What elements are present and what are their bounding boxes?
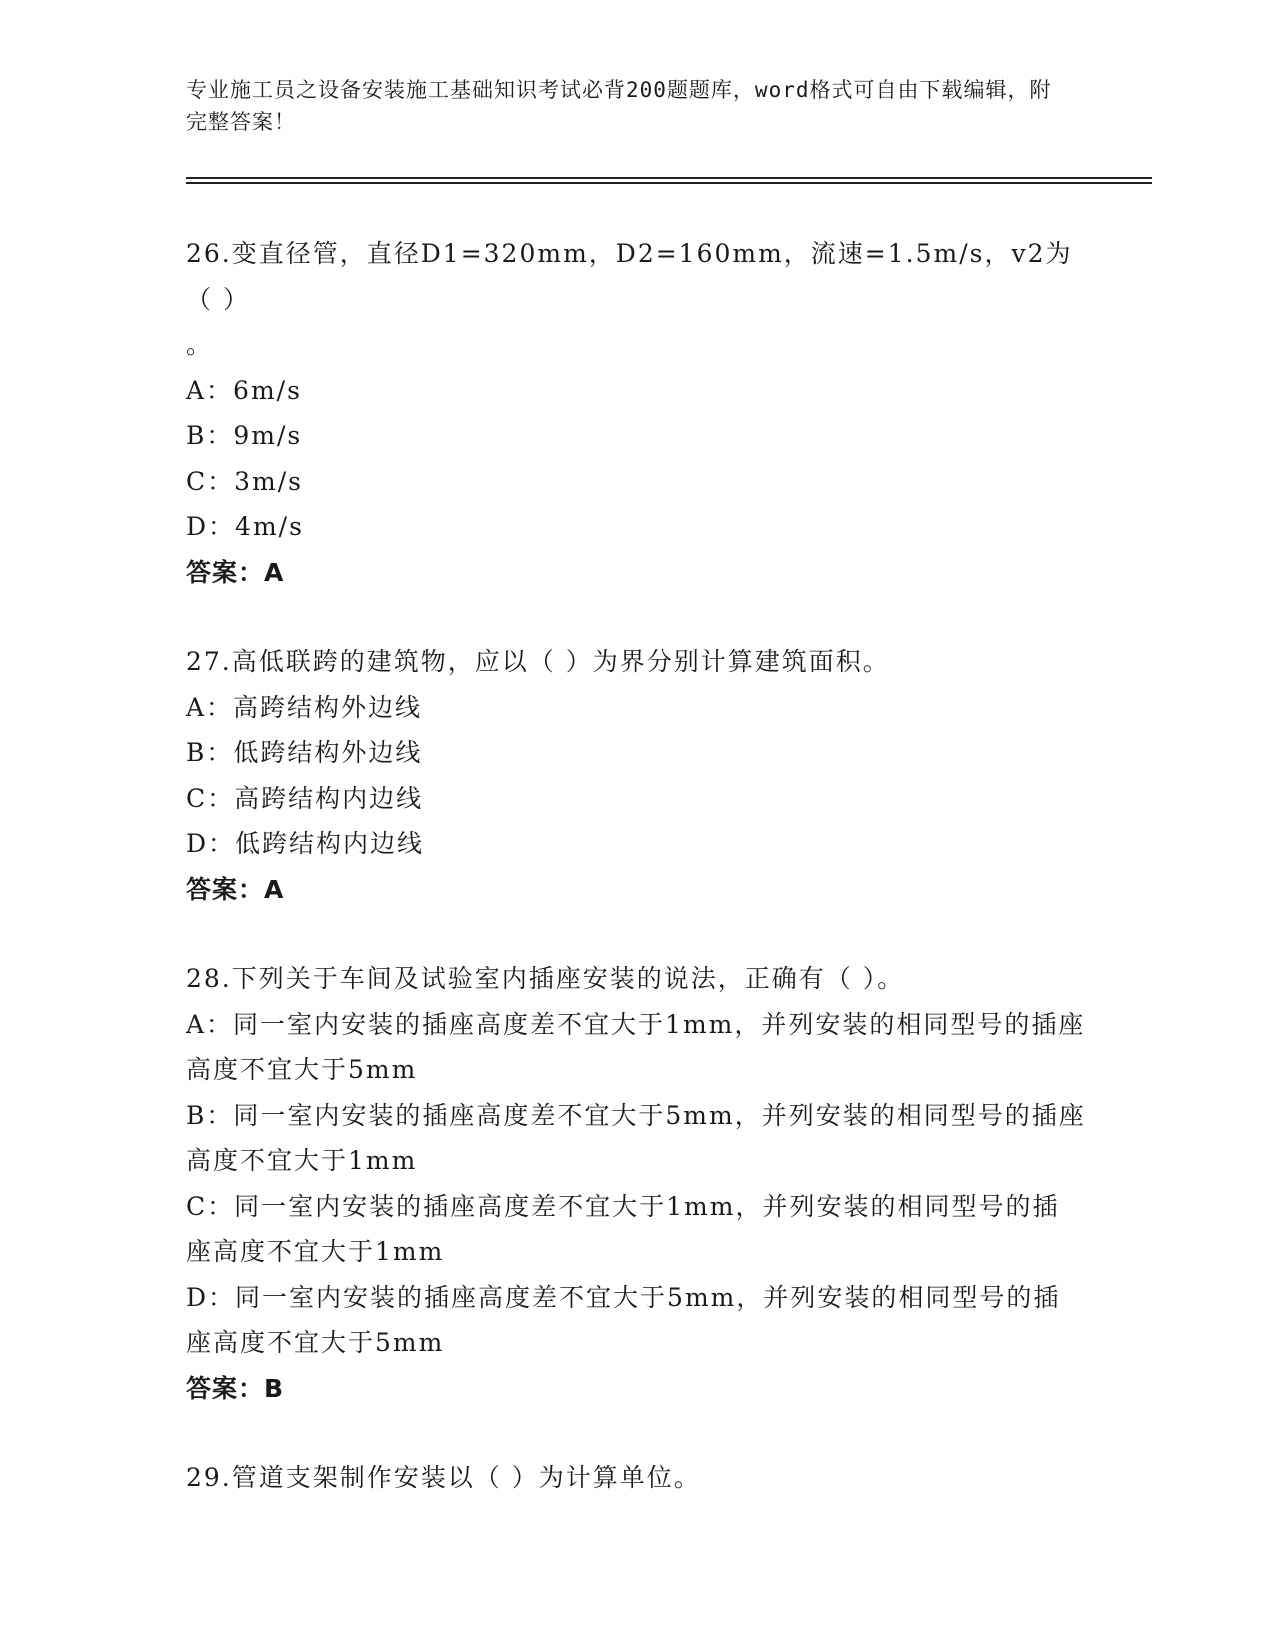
question-27: [186, 639, 1086, 912]
question-list: [186, 231, 1086, 1545]
answer-label: 答案：A: [186, 874, 285, 904]
question-stem: 28.下列关于车间及试验室内插座安装的说法，正确有（ ）。: [186, 964, 905, 993]
header-rule-top: [186, 177, 1152, 179]
document-header: [186, 74, 1066, 138]
answer-label: 答案：A: [186, 557, 285, 587]
option-d: D：4m/s: [186, 512, 304, 541]
option-d: D：同一室内安装的插座高度差不宜大于5mm，并列安装的相同型号的插座高度不宜大于5mm: [186, 1282, 1061, 1357]
option-b: B：9m/s: [186, 421, 303, 450]
question-stem: 26.变直径管，直径D1=320mm，D2=160mm，流速=1.5m/s，v2为（ ）: [186, 239, 1073, 314]
option-a: A：高跨结构外边线: [186, 692, 423, 722]
question-stem: 29.管道支架制作安装以（ ）为计算单位。: [186, 1463, 701, 1492]
option-d: D：低跨结构内边线: [186, 829, 425, 858]
option-c: C：高跨结构内边线: [186, 783, 424, 813]
question-28: [186, 956, 1086, 1411]
question-29: [186, 1455, 1086, 1501]
option-b: B：同一室内安装的插座高度差不宜大于5mm，并列安装的相同型号的插座高度不宜大于1mm: [186, 1100, 1086, 1175]
option-b: B：低跨结构外边线: [186, 738, 423, 767]
option-c: C：3m/s: [186, 466, 303, 496]
answer-label: 答案：B: [186, 1373, 285, 1403]
option-a: A：同一室内安装的插座高度差不宜大于1mm，并列安装的相同型号的插座高度不宜大于5mm: [186, 1009, 1086, 1084]
option-c: C：同一室内安装的插座高度差不宜大于1mm，并列安装的相同型号的插座高度不宜大于1mm: [186, 1191, 1060, 1266]
question-stem: 27.高低联跨的建筑物，应以（ ）为界分别计算建筑面积。: [186, 647, 890, 676]
header-rule-bottom: [186, 182, 1152, 184]
question-stem-tail: 。: [186, 330, 214, 359]
question-26: [186, 231, 1086, 595]
document-title: 专业施工员之设备安装施工基础知识考试必背200题题库，word格式可自由下载编辑，附完整答案！: [186, 78, 1052, 134]
option-a: A：6m/s: [186, 375, 302, 405]
